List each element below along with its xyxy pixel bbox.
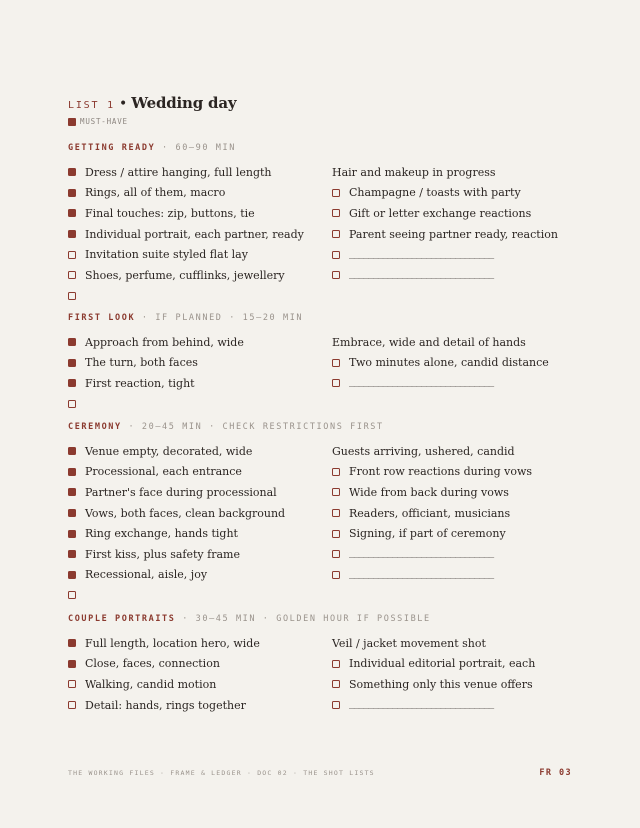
checklist-item[interactable] — [332, 654, 596, 675]
checklist-item[interactable] — [332, 695, 596, 716]
checklist-item[interactable] — [332, 674, 596, 695]
checkbox-icon[interactable] — [332, 271, 340, 279]
section-name: CEREMONY — [68, 422, 122, 432]
must-have-checkbox-icon[interactable] — [68, 509, 76, 517]
checkbox-icon[interactable] — [332, 251, 340, 259]
checkbox-icon[interactable] — [68, 251, 76, 259]
checklist-item[interactable] — [332, 183, 596, 204]
item-label: The turn, both faces — [85, 356, 198, 370]
item-label: Two minutes alone, candid distance — [349, 356, 549, 370]
checkbox-icon[interactable] — [332, 571, 340, 579]
checkbox-icon[interactable] — [332, 660, 340, 668]
checkbox-icon[interactable] — [332, 530, 340, 538]
checklist-item[interactable] — [332, 462, 596, 483]
must-have-checkbox-icon[interactable] — [68, 488, 76, 496]
must-have-checkbox-icon[interactable] — [68, 447, 76, 455]
right-column — [332, 162, 596, 306]
checkbox-icon[interactable] — [332, 550, 340, 558]
page-title: Wedding day — [131, 94, 237, 112]
checklist-item[interactable] — [68, 244, 332, 265]
must-have-checkbox-icon[interactable] — [68, 550, 76, 558]
left-column — [68, 162, 332, 306]
must-have-checkbox-icon[interactable] — [68, 168, 76, 176]
checklist-item[interactable] — [68, 462, 332, 483]
checklist-item[interactable] — [68, 674, 332, 695]
item-label: Venue empty, decorated, wide — [85, 444, 253, 458]
right-column — [332, 441, 596, 606]
checkbox-icon[interactable] — [332, 359, 340, 367]
checklist-item[interactable] — [332, 203, 596, 224]
footer — [68, 768, 572, 778]
checklist-item[interactable] — [68, 224, 332, 245]
section — [68, 143, 588, 306]
item-label: Something only this venue offers — [349, 677, 533, 691]
must-have-checkbox-icon[interactable] — [68, 571, 76, 579]
item-label: Front row reactions during vows — [349, 465, 533, 479]
checklist-item[interactable] — [332, 353, 596, 374]
checkbox-icon[interactable] — [332, 379, 340, 387]
item-label: Individual editorial portrait, each — [349, 657, 536, 671]
checklist-item[interactable] — [68, 183, 332, 204]
checkbox-icon[interactable] — [68, 292, 76, 300]
checklist-item[interactable] — [68, 441, 332, 462]
checkbox-icon[interactable] — [332, 189, 340, 197]
item-label: Signing, if part of ceremony — [349, 527, 506, 541]
checklist-item[interactable] — [68, 654, 332, 675]
must-have-checkbox-icon[interactable] — [68, 379, 76, 387]
title-separator: • — [118, 96, 128, 112]
item-label: Guests arriving, ushered, candid — [332, 444, 515, 458]
legend-label: MUST-HAVE — [80, 117, 128, 126]
checkbox-icon[interactable] — [68, 680, 76, 688]
list-tag: LIST 1 — [68, 100, 115, 111]
item-label: Detail: hands, rings together — [85, 698, 246, 712]
checklist-item[interactable] — [332, 224, 596, 245]
item-label: Full length, location hero, wide — [85, 636, 260, 650]
item-label: First kiss, plus safety frame — [85, 547, 240, 561]
checklist-item[interactable] — [68, 162, 332, 183]
item-label: Rings, all of them, macro — [85, 186, 226, 200]
checkbox-icon[interactable] — [332, 230, 340, 238]
checklist-item[interactable] — [68, 503, 332, 524]
checklist-item[interactable] — [68, 695, 332, 716]
section — [68, 614, 588, 715]
item-label: Parent seeing partner ready, reaction — [349, 227, 558, 241]
item-label: Close, faces, connection — [85, 657, 220, 671]
section-items — [68, 633, 588, 715]
must-have-checkbox-icon[interactable] — [68, 338, 76, 346]
checklist-item[interactable] — [332, 162, 596, 183]
item-label: Invitation suite styled flat lay — [85, 248, 248, 262]
checklist-item[interactable] — [68, 482, 332, 503]
checklist-item[interactable] — [332, 544, 596, 565]
checkbox-icon[interactable] — [332, 209, 340, 217]
must-have-checkbox-icon[interactable] — [68, 189, 76, 197]
checklist-item[interactable] — [332, 523, 596, 544]
section-items — [68, 332, 588, 414]
section-meta: · IF PLANNED · 15–20 MIN — [135, 313, 304, 323]
section-meta: · 60–90 MIN — [155, 143, 236, 153]
checklist-item[interactable] — [68, 633, 332, 654]
title-row — [68, 94, 588, 112]
item-label: Hair and makeup in progress — [332, 165, 496, 179]
section-heading — [68, 313, 588, 325]
blank-line: ______________________________ — [349, 378, 494, 389]
checklist-item[interactable] — [332, 265, 596, 286]
item-label: Embrace, wide and detail of hands — [332, 335, 526, 349]
shot-list-page — [68, 94, 588, 712]
checklist-item[interactable] — [68, 394, 332, 415]
blank-line: ______________________________ — [349, 700, 494, 711]
item-label: Vows, both faces, clean background — [85, 506, 286, 520]
item-label: Individual portrait, each partner, ready — [85, 227, 304, 241]
left-column — [68, 332, 332, 414]
section-name: COUPLE PORTRAITS — [68, 614, 176, 624]
must-have-swatch-icon — [68, 118, 76, 126]
item-label: Shoes, perfume, cufflinks, jewellery — [85, 268, 285, 282]
section-heading — [68, 614, 588, 626]
section-items — [68, 441, 588, 606]
item-label: Wide from back during vows — [349, 485, 509, 499]
section-name: FIRST LOOK — [68, 313, 136, 323]
checklist-item[interactable] — [332, 565, 596, 586]
section — [68, 422, 588, 606]
legend — [68, 117, 588, 126]
item-label: Final touches: zip, buttons, tie — [85, 206, 255, 220]
checklist-item[interactable] — [332, 633, 596, 654]
checklist-item[interactable] — [68, 203, 332, 224]
section-meta: · 20–45 MIN · CHECK RESTRICTIONS FIRST — [121, 422, 384, 432]
checklist-item[interactable] — [332, 244, 596, 265]
checklist-item[interactable] — [332, 482, 596, 503]
left-column — [68, 633, 332, 715]
checklist-item[interactable] — [68, 332, 332, 353]
checklist-item[interactable] — [332, 441, 596, 462]
must-have-checkbox-icon[interactable] — [68, 468, 76, 476]
checkbox-icon[interactable] — [332, 488, 340, 496]
item-label: Readers, officiant, musicians — [349, 506, 511, 520]
checkbox-icon[interactable] — [68, 271, 76, 279]
section-heading — [68, 422, 588, 434]
blank-line: ______________________________ — [349, 270, 494, 281]
checklist-item[interactable] — [68, 565, 332, 586]
item-label: Champagne / toasts with party — [349, 186, 521, 200]
item-label: Gift or letter exchange reactions — [349, 206, 532, 220]
blank-line: ______________________________ — [349, 569, 494, 580]
checklist-item[interactable] — [68, 544, 332, 565]
right-column — [332, 332, 596, 414]
blank-line: ______________________________ — [349, 249, 494, 260]
checklist-item[interactable] — [68, 353, 332, 374]
checkbox-icon[interactable] — [68, 701, 76, 709]
checkbox-icon[interactable] — [68, 591, 76, 599]
section-meta: · 30–45 MIN · GOLDEN HOUR IF POSSIBLE — [175, 614, 431, 624]
section-items — [68, 162, 588, 306]
checklist-item[interactable] — [68, 523, 332, 544]
checkbox-icon[interactable] — [332, 468, 340, 476]
must-have-checkbox-icon[interactable] — [68, 530, 76, 538]
must-have-checkbox-icon[interactable] — [68, 359, 76, 367]
checklist-item[interactable] — [68, 265, 332, 286]
checklist-item[interactable] — [68, 373, 332, 394]
checkbox-icon[interactable] — [332, 509, 340, 517]
checklist-item[interactable] — [332, 332, 596, 353]
checklist-item[interactable] — [332, 503, 596, 524]
right-column — [332, 633, 596, 715]
item-label: Partner's face during processional — [85, 485, 277, 499]
must-have-checkbox-icon[interactable] — [68, 209, 76, 217]
item-label: Dress / attire hanging, full length — [85, 165, 272, 179]
item-label: Approach from behind, wide — [85, 335, 244, 349]
item-label: Veil / jacket movement shot — [332, 636, 486, 650]
footer-credit: THE WORKING FILES · FRAME & LEDGER · DOC 02 · THE SHOT LISTS — [68, 769, 375, 777]
checklist-item[interactable] — [68, 286, 332, 307]
section-heading — [68, 143, 588, 155]
item-label: Ring exchange, hands tight — [85, 527, 238, 541]
left-column — [68, 441, 332, 606]
must-have-checkbox-icon[interactable] — [68, 230, 76, 238]
checklist-item[interactable] — [332, 373, 596, 394]
checkbox-icon[interactable] — [68, 400, 76, 408]
must-have-checkbox-icon[interactable] — [68, 660, 76, 668]
section — [68, 313, 588, 414]
item-label: First reaction, tight — [85, 376, 195, 390]
footer-page-number: FR 03 — [539, 768, 572, 778]
section-name: GETTING READY — [68, 143, 156, 153]
checklist-item[interactable] — [68, 585, 332, 606]
checkbox-icon[interactable] — [332, 701, 340, 709]
checkbox-icon[interactable] — [332, 680, 340, 688]
must-have-checkbox-icon[interactable] — [68, 639, 76, 647]
item-label: Recessional, aisle, joy — [85, 568, 208, 582]
item-label: Walking, candid motion — [85, 677, 217, 691]
blank-line: ______________________________ — [349, 549, 494, 560]
item-label: Processional, each entrance — [85, 465, 242, 479]
